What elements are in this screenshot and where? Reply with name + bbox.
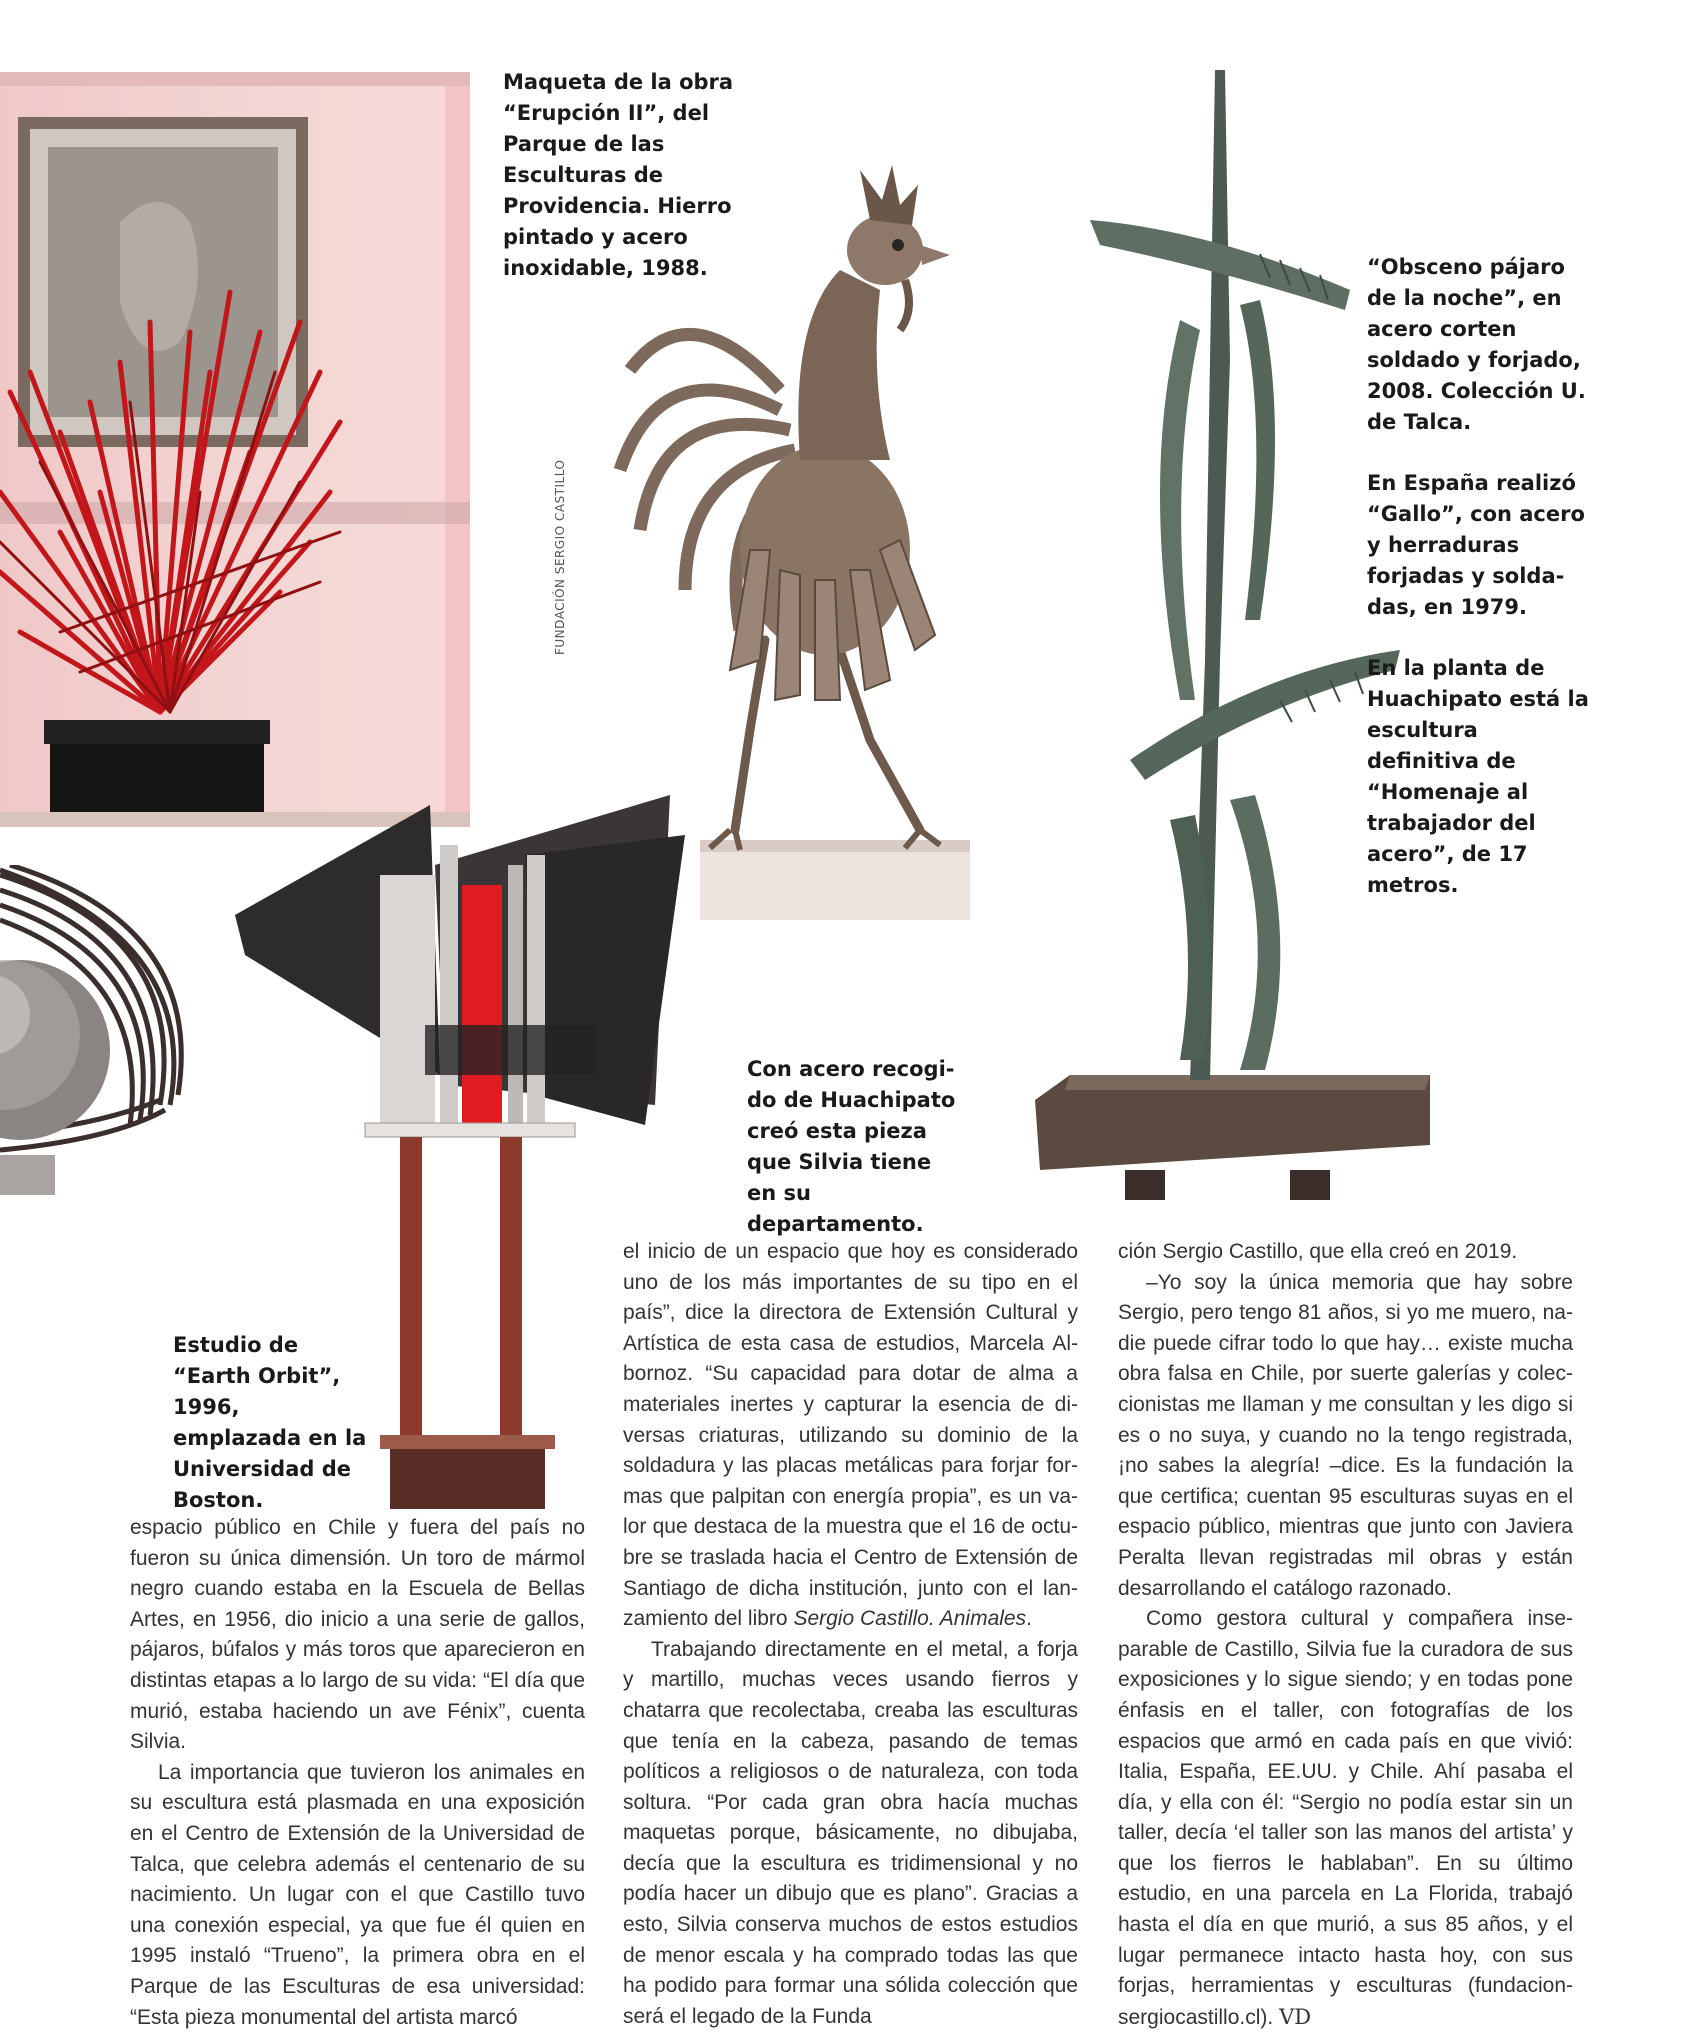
- erupcion-sculpture-photo: [0, 72, 470, 827]
- book-title: Sergio Castillo. Animales: [793, 1607, 1027, 1631]
- caption-erupcion-text: Maqueta de la obra “Erupción II”, del Parque de las Esculturas de Providencia. Hierro pintado y acero inoxidable, 1988.: [503, 70, 734, 280]
- paragraph: ción Sergio Castillo, que ella creó en 2019.: [1118, 1240, 1518, 1263]
- earth-orbit-sculpture-photo: [0, 865, 210, 1195]
- end-mark: VD: [1279, 2004, 1312, 2029]
- paragraph: espacio público en Chile y fuera del país no fueron su única dimensión. Un toro de mármol negro cuando estaba en la Escuela de Bellas Artes, en 1956, dio inicio a una serie de gallos, pájaros, búfalos y más toros que aparecieron en distintas etapas a lo largo de su vida: “El día que murió, estaba haciendo un ave Fénix”, cuenta Silvia.: [130, 1516, 585, 1754]
- paragraph: [1118, 1604, 1573, 2033]
- caption-earth-orbit: [173, 1330, 373, 1516]
- photo-credit: FUNDACIÓN SERGIO CASTILLO: [553, 459, 567, 655]
- caption-erupcion: [503, 67, 748, 284]
- body-column-2: [623, 1237, 1078, 2032]
- caption-group-right: [1367, 252, 1589, 901]
- paragraph-text: Como gestora cultural y compañera inseparable de Castillo, Silvia fue la curadora de sus exposiciones y lo sigue siendo; y en todas pone énfasis en el taller, con fotografías de los espacios que armó en cada país en que vivió: Italia, España, EE.UU. y Chile. Ahí pasaba el día, y ella con él: “Sergio no podía estar sin un taller, decía ‘el taller son las manos del artista’ y que los fierros le hablaban”. En su último estudio, en una parcela en La Florida, trabajó hasta el día en que murió, a sus 85 años, y el lugar permanece intacto hasta hoy, con sus forjas, herramientas y esculturas (fundacionsergiocastillo.cl).: [1118, 1607, 1573, 2029]
- caption-earth-orbit-text: Estudio de “Earth Orbit”, 1996, emplazada en la Universidad de Boston.: [173, 1333, 367, 1512]
- body-column-1: [130, 1513, 585, 2033]
- caption-pieza-text: Con acero recogido de Huachipato creó esta pieza que Silvia tiene en su departamento.: [747, 1057, 956, 1236]
- caption-huachipato-text: En la planta de Huachipato está la escultura definitiva de “Homenaje al trabajador del acero”, de 17 metros.: [1367, 656, 1589, 897]
- caption-gallo-text: En España realizó “Gallo”, con acero y herraduras forjadas y soldadas, en 1979.: [1367, 471, 1585, 619]
- paragraph-end: .: [1026, 1607, 1032, 1631]
- caption-obsceno-text: “Obsceno pájaro de la noche”, en acero corten soldado y forjado, 2008. Colección U. de Talca.: [1367, 255, 1586, 434]
- paragraph: [623, 1237, 1078, 1635]
- caption-pieza: [747, 1054, 962, 1240]
- paragraph: La importancia que tuvieron los animales en su escultura está plasmada en una exposición en el Centro de Extensión de la Universidad de Talca, que celebra además el centenario de su nacimiento. Un lugar con el que Castillo tuvo una conexión especial, ya que fue él quien en 1995 instaló “Trueno”, la primera obra en el Parque de las Esculturas de esa universidad: “Esta pieza monumental del artista marcó: [130, 1760, 585, 2029]
- paragraph: Trabajando directamente en el metal, a forja y martillo, muchas veces usando fierros y chatarra que recolectaba, creaba las esculturas que tenía en la cabeza, pasando de temas políticos a religiosos o de naturaleza, con toda soltura. “Por cada gran obra hacía muchas maquetas porque, básicamente, no dibujaba, decía que la escultura es tridimensional y no podía hacer un dibujo que es plano”. Gracias a esto, Silvia conserva muchos de estos estudios de menor escala y ha comprado todas las que ha podido para formar una sólida colección que será el legado de la Funda: [623, 1637, 1078, 2028]
- body-column-3: [1118, 1237, 1573, 2033]
- paragraph: –Yo soy la única memoria que hay sobre Sergio, pero tengo 81 años, si yo me muero, nadie puede cifrar todo lo que hay… existe mucha obra falsa en Chile, por suerte galerías y coleccionistas me llaman y me consultan y les digo si es o no suya, y cuando no la tengo registrada, ¡no sabes la alegría! –dice. Es la fundación la que certifica; cuentan 95 esculturas suyas en el espacio público, mientras que junto con Javiera Peralta llevan registradas mil obras y están desarrollando el catálogo razonado.: [1118, 1270, 1573, 1600]
- paragraph-text: el inicio de un espacio que hoy es considerado uno de los más importantes de su tipo en el país”, dice la directora de Extensión Cultural y Artística de esta casa de estudios, Marcela Albornoz. “Su capacidad para dotar de alma a materiales inertes y capturar la esencia de diversas criaturas, utilizando su dominio de la soldadura y las placas metálicas para forjar formas que palpitan con energía propia”, es un valor que destaca de la muestra que el 16 de octubre se traslada hacia el Centro de Extensión de Santiago de dicha institución, junto con el lanzamiento del libro: [623, 1240, 1078, 1631]
